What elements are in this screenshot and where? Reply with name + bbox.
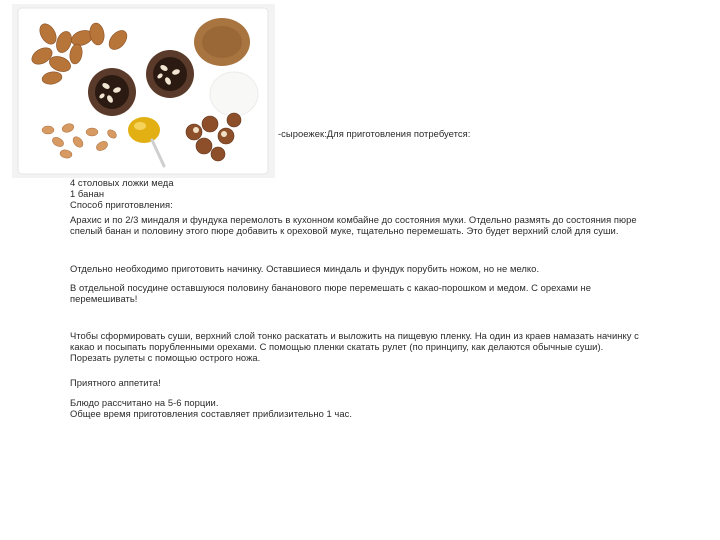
closing-text: Приятного аппетита! [70,377,161,388]
paragraph-4 [70,330,690,363]
paragraph-line: Чтобы сформировать суши, верхний слой тонко раскатать и выложить на пищевую пленку. На один из краев намазать начинку с [70,330,639,341]
paragraph-line: какао и посыпать порубленными орехами. С помощью пленки скатать рулет (по принципу, как делаются обычные суши). [70,341,604,352]
paragraph-line: Арахис и по 2/3 миндаля и фундука перемолоть в кухонном комбайне до состояния муки. Отдельно размять до состояния пюре [70,214,637,225]
paragraph-2 [70,263,690,274]
method-label: Способ приготовления: [70,199,173,210]
paragraph-line: Порезать рулеты с помощью острого ножа. [70,352,261,363]
recipe-photo [12,4,275,178]
paragraph-line: Отдельно необходимо приготовить начинку. Оставшиеся миндаль и фундук порубить ножом, но не мелко. [70,263,540,274]
footer-notes [70,397,690,419]
ingredient-item: 4 столовых ложки меда [70,177,174,188]
paragraph-line: перемешивать! [70,293,138,304]
ingredient-item: 1 банан [70,188,105,199]
footer-line: Блюдо рассчитано на 5-6 порции. [70,397,219,408]
closing-line [70,377,690,388]
paragraph-1 [70,214,690,236]
paragraph-3 [70,282,690,304]
paragraph-line: В отдельной посудине оставшуюся половину бананового пюре перемешать с какао-порошком и медом. С орехами не [70,282,592,293]
recipe-heading-fragment: -сыроежек:Для приготовления потребуется: [278,128,471,139]
paragraph-line: спелый банан и половину этого пюре добавить к ореховой муке, тщательно перемешать. Это будет верхний слой для суши. [70,225,619,236]
ingredients-list [70,177,690,210]
footer-line: Общее время приготовления составляет приблизительно 1 час. [70,408,353,419]
